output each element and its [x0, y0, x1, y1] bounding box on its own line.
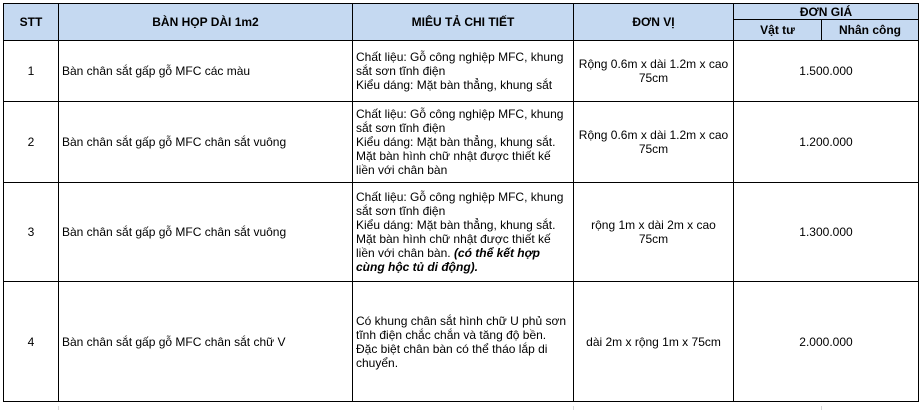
- price-table: [3, 3, 919, 402]
- cell-price[interactable]: 1.200.000: [734, 102, 919, 183]
- cell-unit[interactable]: rộng 1m x dài 2m x cao 75cm: [574, 183, 734, 282]
- table-row: [4, 102, 919, 183]
- cell-description[interactable]: [353, 41, 574, 102]
- header-price-group[interactable]: ĐƠN GIÁ: [734, 4, 919, 20]
- cell-product[interactable]: Bàn chân sắt gấp gỗ MFC chân sắt chữ V: [59, 282, 353, 402]
- cell-description[interactable]: [353, 183, 574, 282]
- cell-price[interactable]: 1.500.000: [734, 41, 919, 102]
- description-text: Kiểu dáng: Mặt bàn thẳng, khung sắt. Mặt bàn hình chữ nhật được thiết kế liền với chân bàn.: [356, 218, 556, 260]
- header-description[interactable]: MIÊU TẢ CHI TIẾT: [353, 4, 574, 41]
- header-price-labor[interactable]: Nhân công: [822, 20, 919, 41]
- description-line: Chất liệu: Gỗ công nghiệp MFC, khung sắt sơn tĩnh điện: [356, 107, 564, 135]
- description-line: Chất liệu: Gỗ công nghiệp MFC, khung sắt sơn tĩnh điện: [356, 190, 564, 218]
- cell-unit[interactable]: Rộng 0.6m x dài 1.2m x cao 75cm: [574, 41, 734, 102]
- header-stt[interactable]: STT: [4, 4, 59, 41]
- gridline: [821, 406, 822, 410]
- cell-stt[interactable]: 1: [4, 41, 59, 102]
- cell-unit[interactable]: dài 2m x rộng 1m x 75cm: [574, 282, 734, 402]
- cell-unit[interactable]: Rộng 0.6m x dài 1.2m x cao 75cm: [574, 102, 734, 183]
- cell-price[interactable]: 2.000.000: [734, 282, 919, 402]
- table-row: [4, 183, 919, 282]
- header-unit[interactable]: ĐƠN VỊ: [574, 4, 734, 41]
- cell-description[interactable]: [353, 282, 574, 402]
- description-line: Kiểu dáng: Mặt bàn thẳng, khung sắt. Mặt bàn hình chữ nhật được thiết kế liền với chân bàn: [356, 135, 556, 177]
- cell-price[interactable]: 1.300.000: [734, 183, 919, 282]
- cell-product[interactable]: Bàn chân sắt gấp gỗ MFC các màu: [59, 41, 353, 102]
- gridline: [573, 406, 574, 410]
- description-line: Kiểu dáng: Mặt bàn thẳng, khung sắt: [356, 78, 553, 92]
- table-row: [4, 41, 919, 102]
- description-line: [356, 218, 570, 274]
- cell-stt[interactable]: 3: [4, 183, 59, 282]
- description-note: (có thể kết hợp cùng hộc tủ di động).: [356, 246, 540, 274]
- header-price-material[interactable]: Vật tư: [734, 20, 822, 41]
- cell-stt[interactable]: 2: [4, 102, 59, 183]
- table-row: [4, 282, 919, 402]
- cell-product[interactable]: Bàn chân sắt gấp gỗ MFC chân sắt vuông: [59, 102, 353, 183]
- cell-product[interactable]: Bàn chân sắt gấp gỗ MFC chân sắt vuông: [59, 183, 353, 282]
- description-line: Chất liệu: Gỗ công nghiệp MFC, khung sắt sơn tĩnh điện: [356, 50, 564, 78]
- gridline: [58, 406, 59, 410]
- cell-description[interactable]: [353, 102, 574, 183]
- cell-stt[interactable]: 4: [4, 282, 59, 402]
- description-line: Có khung chân sắt hình chữ U phủ sơn tĩnh điện chắc chắn và tăng độ bền. Đặc biệt chân bàn có thể tháo lắp di chuyển.: [356, 313, 567, 370]
- header-product[interactable]: BÀN HỌP DÀI 1m2: [59, 4, 353, 41]
